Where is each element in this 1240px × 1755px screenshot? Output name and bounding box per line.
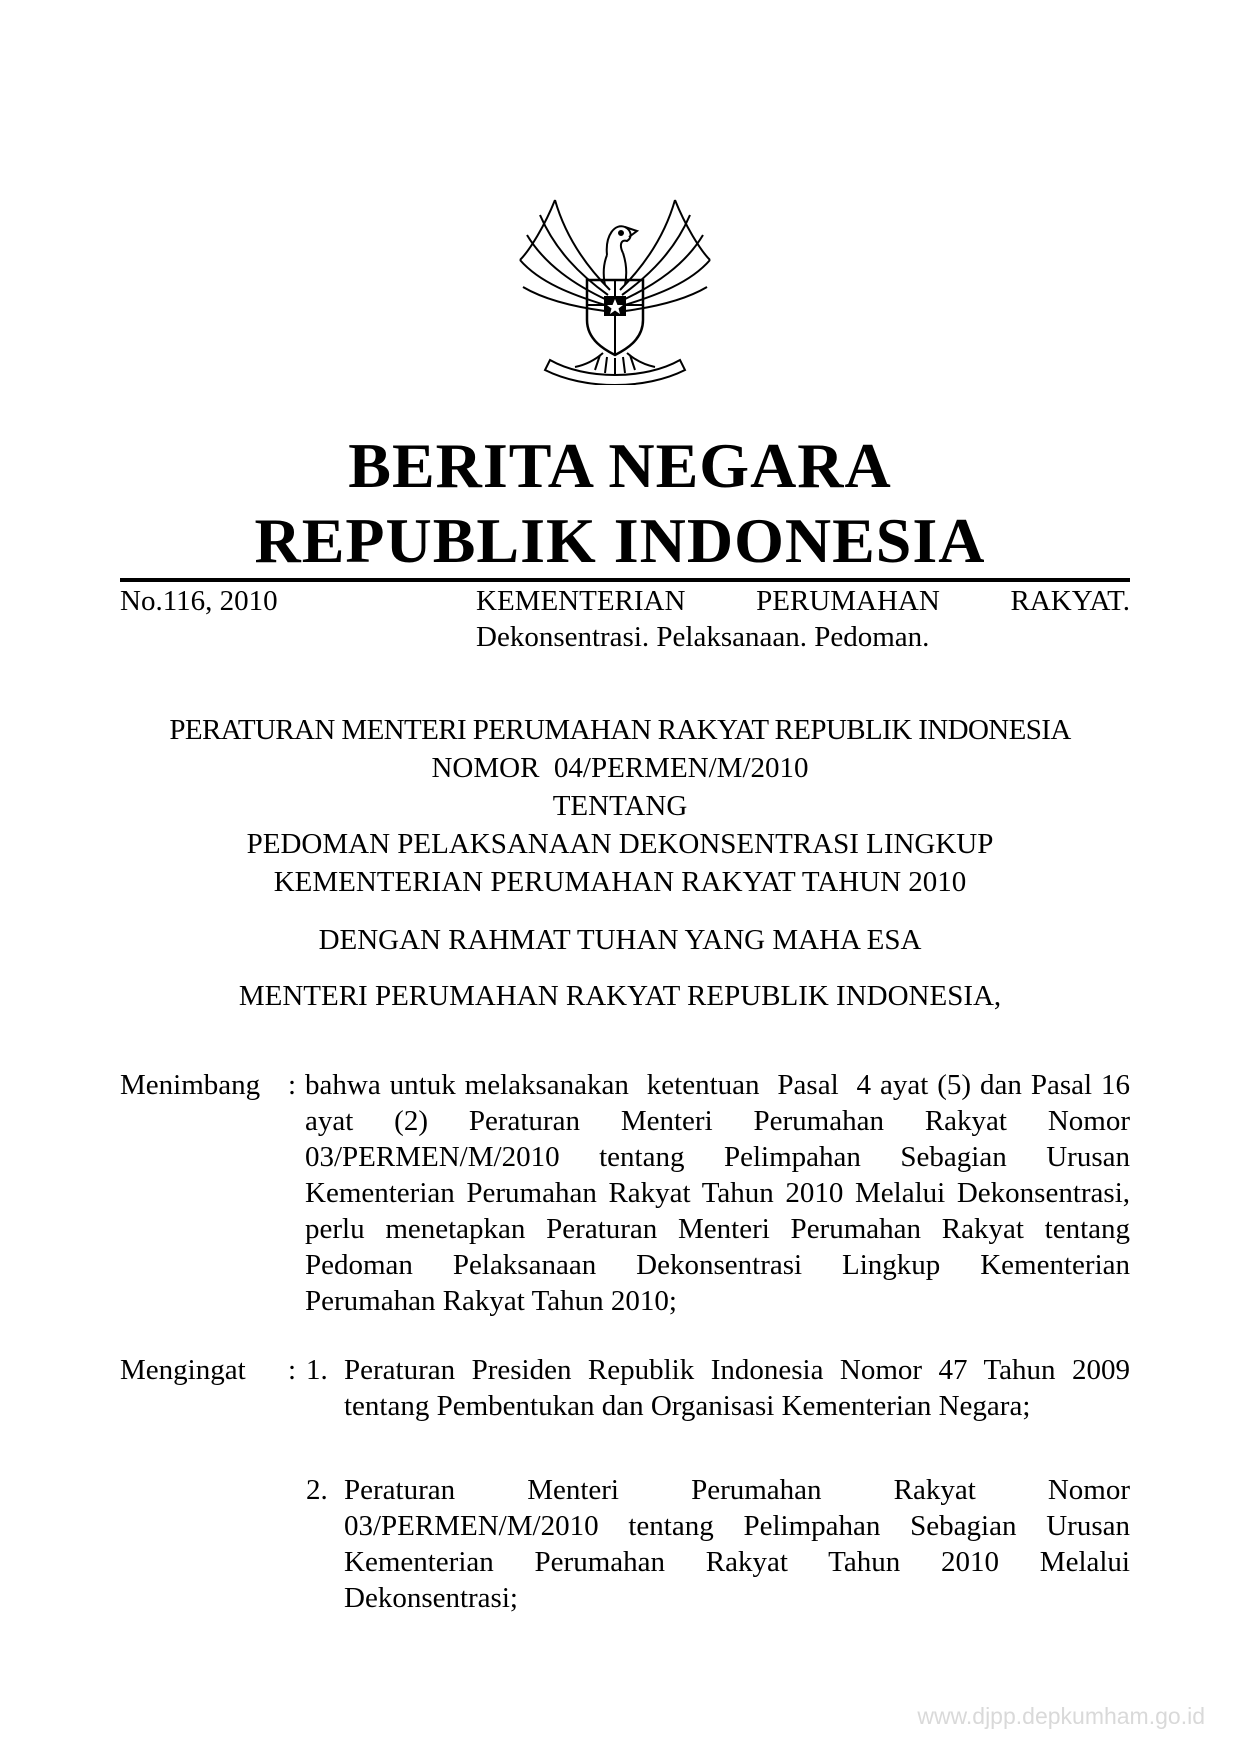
invocation: DENGAN RAHMAT TUHAN YANG MAHA ESA bbox=[318, 924, 922, 956]
regulation-subject: KEMENTERIAN PERUMAHAN RAKYAT TAHUN 2010 bbox=[273, 866, 967, 898]
menimbang-colon: : bbox=[288, 1069, 297, 1101]
watermark: www.djpp.depkumham.go.id bbox=[917, 1703, 1205, 1729]
regulation-tentang: TENTANG bbox=[552, 790, 688, 822]
issue-subject bbox=[476, 583, 1130, 655]
regulation-number: NOMOR 04/PERMEN/M/2010 bbox=[431, 752, 809, 784]
issue-subject-line: Dekonsentrasi. Pelaksanaan. Pedoman. bbox=[476, 621, 930, 653]
issue-subject-line: KEMENTERIAN PERUMAHAN RAKYAT. bbox=[476, 585, 1130, 617]
mengingat-item-number: 1. bbox=[306, 1354, 328, 1386]
authority: MENTERI PERUMAHAN RAKYAT REPUBLIK INDONESIA, bbox=[238, 980, 1002, 1012]
mengingat-label: Mengingat bbox=[120, 1354, 246, 1386]
regulation-title: PERATURAN MENTERI PERUMAHAN RAKYAT REPUBLIK INDONESIA bbox=[169, 714, 1071, 746]
mengingat-colon: : bbox=[288, 1354, 297, 1386]
regulation-subject: PEDOMAN PELAKSANAAN DEKONSENTRASI LINGKUP bbox=[246, 828, 994, 860]
masthead-subtitle: REPUBLIK INDONESIA bbox=[254, 505, 986, 576]
mengingat-item-text: Peraturan Presiden Republik Indonesia Nomor 47 Tahun 2009 tentang Pembentukan dan Organisasi Kementerian Negara; bbox=[344, 1354, 1130, 1422]
masthead-rule bbox=[120, 578, 1130, 582]
mengingat-item-number: 2. bbox=[306, 1474, 328, 1506]
menimbang-label: Menimbang bbox=[120, 1069, 261, 1101]
masthead-title: BERITA NEGARA bbox=[348, 430, 892, 501]
mengingat-item-text: Peraturan Menteri Perumahan Rakyat Nomor 03/PERMEN/M/2010 tentang Pelimpahan Sebagian Urusan Kementerian Perumahan Rakyat Tahun 2010 Melalui Dekonsentrasi; bbox=[344, 1474, 1130, 1614]
menimbang-text: bahwa untuk melaksanakan ketentuan Pasal 4 ayat (5) dan Pasal 16 ayat (2) Peraturan Menteri Perumahan Rakyat Nomor 03/PERMEN/M/2010 tentang Pelimpahan Sebagian Urusan Kementerian Perumahan Rakyat Tahun 2010 Melalui Dekonsentrasi, perlu menetapkan Peraturan Menteri Perumahan Rakyat tentang Pedoman Pelaksanaan Dekonsentrasi Lingkup Kementerian Perumahan Rakyat Tahun 2010; bbox=[305, 1069, 1138, 1317]
issue-number: No.116, 2010 bbox=[120, 585, 278, 617]
garuda-emblem-icon bbox=[515, 195, 715, 385]
